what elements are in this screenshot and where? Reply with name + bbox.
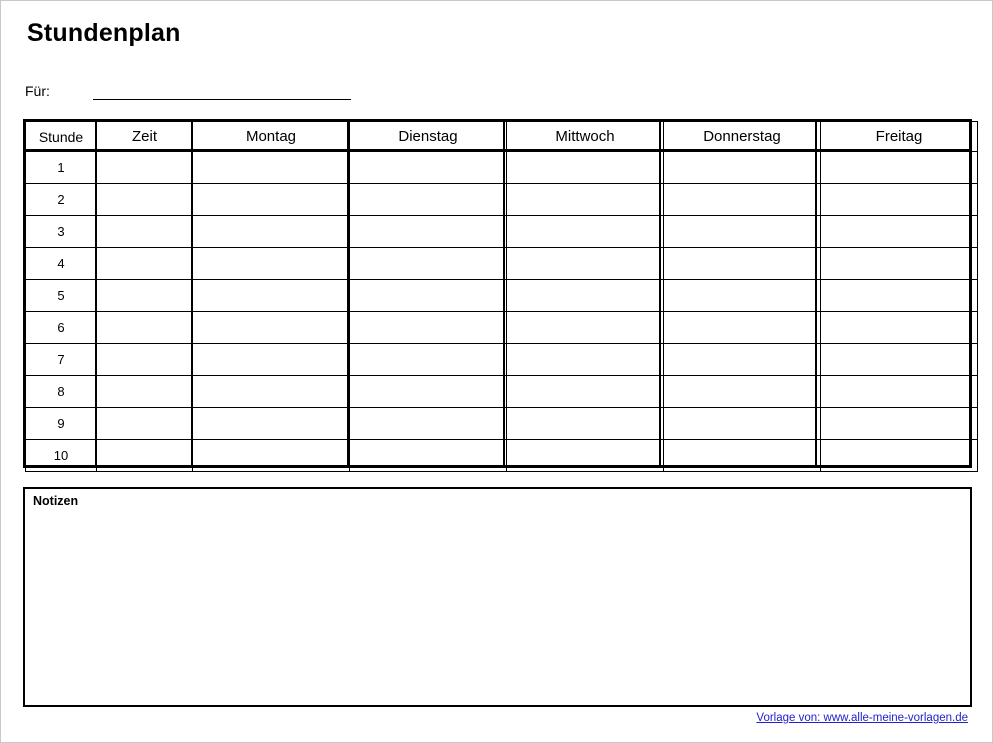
cell-montag[interactable] [193,184,350,216]
cell-donnerstag[interactable] [664,344,821,376]
notes-input[interactable] [31,513,964,699]
cell-donnerstag[interactable] [664,248,821,280]
table-row [26,280,978,312]
cell-freitag[interactable] [821,440,978,472]
cell-dienstag[interactable] [350,312,507,344]
column-header-stunde: Stunde [26,122,97,152]
table-row [26,376,978,408]
for-label: Für: [25,83,50,99]
table-row [26,152,978,184]
cell-dienstag[interactable] [350,280,507,312]
table-row [26,408,978,440]
cell-freitag[interactable] [821,248,978,280]
cell-stunde: 6 [26,312,97,344]
column-header-zeit: Zeit [97,122,193,152]
table-row [26,248,978,280]
cell-mittwoch[interactable] [507,152,664,184]
cell-montag[interactable] [193,312,350,344]
cell-zeit[interactable] [97,312,193,344]
cell-dienstag[interactable] [350,344,507,376]
column-header-donnerstag: Donnerstag [664,122,821,152]
cell-dienstag[interactable] [350,248,507,280]
table-row [26,312,978,344]
cell-mittwoch[interactable] [507,344,664,376]
cell-dienstag[interactable] [350,408,507,440]
timetable-header-row [26,122,978,152]
cell-donnerstag[interactable] [664,216,821,248]
cell-mittwoch[interactable] [507,184,664,216]
cell-zeit[interactable] [97,280,193,312]
cell-stunde: 1 [26,152,97,184]
cell-dienstag[interactable] [350,376,507,408]
cell-montag[interactable] [193,152,350,184]
timetable [25,121,978,472]
cell-montag[interactable] [193,408,350,440]
cell-mittwoch[interactable] [507,248,664,280]
cell-mittwoch[interactable] [507,376,664,408]
notes-box [23,487,972,707]
cell-dienstag[interactable] [350,184,507,216]
cell-freitag[interactable] [821,216,978,248]
cell-stunde: 2 [26,184,97,216]
cell-zeit[interactable] [97,152,193,184]
cell-donnerstag[interactable] [664,440,821,472]
notes-label: Notizen [33,494,79,508]
cell-montag[interactable] [193,280,350,312]
table-row [26,184,978,216]
column-header-montag: Montag [193,122,350,152]
cell-stunde: 8 [26,376,97,408]
column-header-dienstag: Dienstag [350,122,507,152]
page-title: Stundenplan [27,19,181,47]
cell-stunde: 4 [26,248,97,280]
cell-donnerstag[interactable] [664,312,821,344]
cell-zeit[interactable] [97,248,193,280]
cell-zeit[interactable] [97,344,193,376]
cell-stunde: 7 [26,344,97,376]
cell-mittwoch[interactable] [507,408,664,440]
cell-freitag[interactable] [821,152,978,184]
cell-donnerstag[interactable] [664,376,821,408]
cell-zeit[interactable] [97,376,193,408]
cell-dienstag[interactable] [350,216,507,248]
cell-mittwoch[interactable] [507,440,664,472]
cell-dienstag[interactable] [350,440,507,472]
cell-freitag[interactable] [821,344,978,376]
cell-zeit[interactable] [97,440,193,472]
cell-donnerstag[interactable] [664,280,821,312]
table-row [26,440,978,472]
cell-montag[interactable] [193,216,350,248]
cell-stunde: 9 [26,408,97,440]
cell-donnerstag[interactable] [664,152,821,184]
table-row [26,216,978,248]
cell-montag[interactable] [193,344,350,376]
cell-stunde: 5 [26,280,97,312]
cell-donnerstag[interactable] [664,184,821,216]
cell-zeit[interactable] [97,408,193,440]
cell-montag[interactable] [193,440,350,472]
cell-zeit[interactable] [97,184,193,216]
cell-mittwoch[interactable] [507,216,664,248]
cell-donnerstag[interactable] [664,408,821,440]
table-row [26,344,978,376]
cell-freitag[interactable] [821,408,978,440]
cell-freitag[interactable] [821,280,978,312]
cell-mittwoch[interactable] [507,280,664,312]
cell-montag[interactable] [193,248,350,280]
cell-freitag[interactable] [821,376,978,408]
for-field-row [25,81,425,105]
template-source-link[interactable]: Vorlage von: www.alle-meine-vorlagen.de [756,712,968,724]
cell-zeit[interactable] [97,216,193,248]
cell-mittwoch[interactable] [507,312,664,344]
cell-freitag[interactable] [821,184,978,216]
cell-freitag[interactable] [821,312,978,344]
column-header-freitag: Freitag [821,122,978,152]
cell-stunde: 3 [26,216,97,248]
cell-montag[interactable] [193,376,350,408]
cell-dienstag[interactable] [350,152,507,184]
cell-stunde: 10 [26,440,97,472]
column-header-mittwoch: Mittwoch [507,122,664,152]
for-input-line[interactable] [93,99,351,100]
